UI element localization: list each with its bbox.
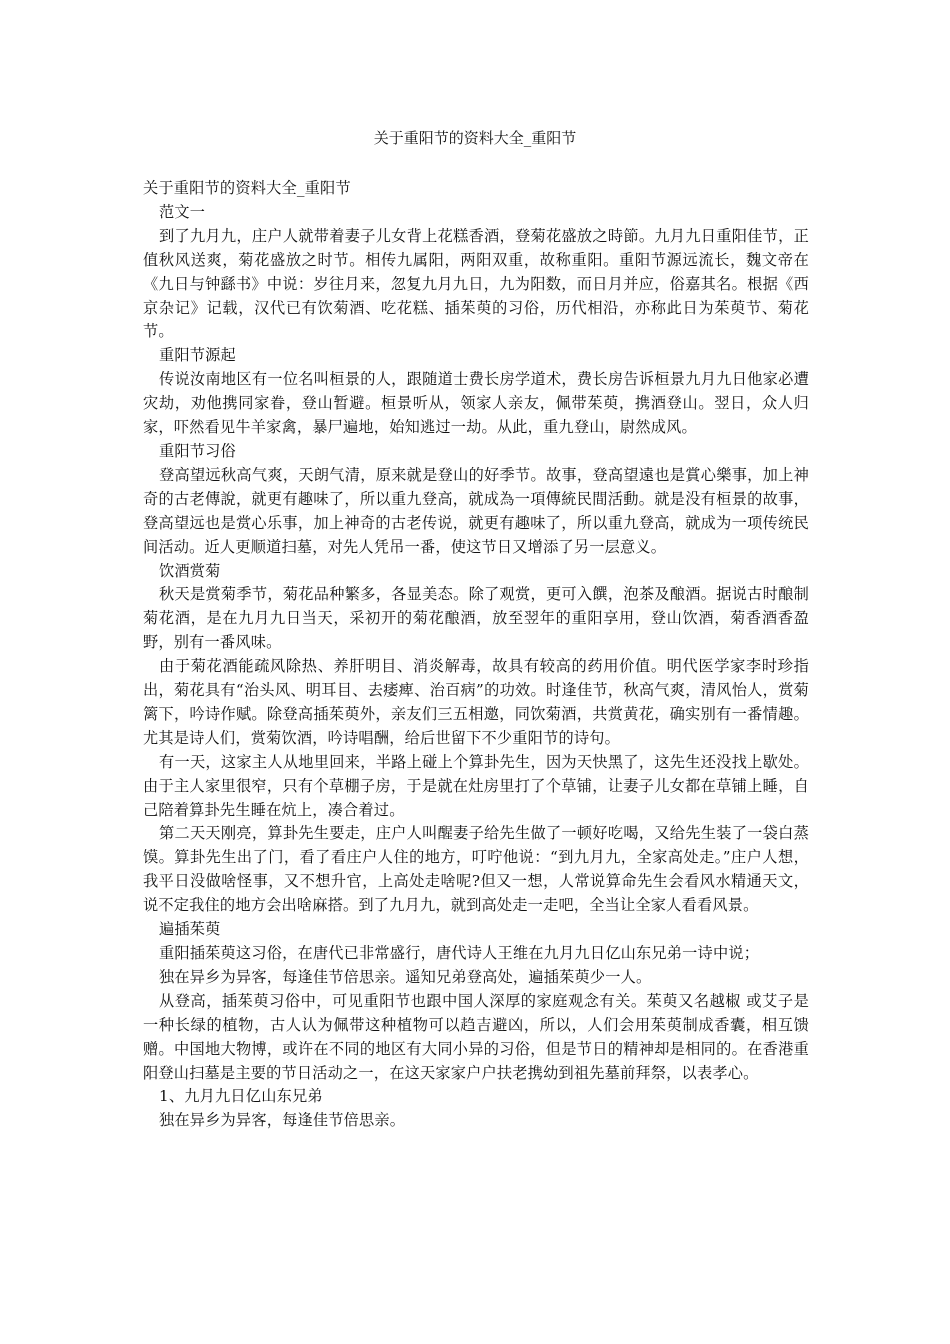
paragraph: 有一天，这家主人从地里回来，半路上碰上个算卦先生，因为天快黑了，这先生还没找上歇处。由于主人家里很窄，只有个草棚子房，于是就在灶房里打了个草铺，让妻子儿女都在草铺上睡，自己陪着算卦先生睡在炕上，凑合着过。 xyxy=(143,752,809,819)
paragraph: 关于重阳节的资料大全_重阳节 xyxy=(143,179,351,197)
document-body xyxy=(143,177,809,1133)
paragraph: 重阳节源起 xyxy=(159,346,236,365)
paragraph: 1、九月九日亿山东兄弟 xyxy=(159,1087,323,1106)
paragraph: 重阳插茱萸这习俗，在唐代已非常盛行，唐代诗人王维在九月九日亿山东兄弟一诗中说； xyxy=(159,944,760,962)
paragraph: 重阳节习俗 xyxy=(159,441,236,460)
paragraph: 第二天天刚亮，算卦先生要走，庄户人叫醒妻子给先生做了一顿好吃喝，又给先生装了一袋白蒸馍。算卦先生出了门，看了看庄户人住的地方，叮咛他说：“到九月九，全家高处走。”庄户人想，我平日没做啥怪事，又不想升官，上高处走啥呢?但又一想，人常说算命先生会看风水精通天文，说不定我住的地方会出啥麻搭。到了九月九，就到高处走一走吧，全当让全家人看看风景。 xyxy=(143,824,809,915)
paragraph: 由于菊花酒能疏风除热、养肝明目、消炎解毒，故具有较高的药用价值。明代医学家李时珍指出，菊花具有“治头风、明耳目、去痿痺、治百病”的功效。时逢佳节，秋高气爽，清风怡人，赏菊篱下，吟诗作赋。除登高插茱萸外，亲友们三五相邀，同饮菊酒，共赏黄花，确实别有一番情趣。尤其是诗人们，赏菊饮酒，吟诗唱酬，给后世留下不少重阳节的诗句。 xyxy=(143,657,809,747)
paragraph: 传说汝南地区有一位名叫桓景的人，跟随道士费长房学道术，费长房告诉桓景九月九日他家必遭灾劫，劝他携同家眷，登山暂避。桓景听从，领家人亲友，佩带茱萸，携酒登山。翌日，众人归家，吓然看见牛羊家禽，暴尸遍地，始知逃过一劫。从此，重九登山，尉然成风。 xyxy=(143,370,809,437)
page-title: 关于重阳节的资料大全_重阳节 xyxy=(373,129,577,147)
paragraph: 登高望远秋高气爽，天朗气清，原来就是登山的好季节。故事，登高望遠也是賞心樂事，加上神奇的古老傳說，就更有趣味了，所以重九登高，就成為一項傳統民間活動。就是没有桓景的故事，登高望远也是赏心乐事，加上神奇的古老传说，就更有趣味了，所以重九登高，就成为一项传统民间活动。近人更顺道扫墓，对先人凭吊一番，使这节日又增添了另一层意义。 xyxy=(143,465,809,556)
paragraph: 到了九月九，庄户人就带着妻子儿女背上花糕香酒，登菊花盛放之時節。九月九日重阳佳节，正值秋风送爽，菊花盛放之时节。相传九属阳，两阳双重，故称重阳。重阳节源远流长，魏文帝在《九日与钟繇书》中说：岁往月来，忽复九月九日，九为阳数，而日月并应，俗嘉其名。根据《西京杂记》记载，汉代已有饮菊酒、吃花糕、插茱萸的习俗，历代相沿，亦称此日为茱萸节、菊花节。 xyxy=(143,226,809,341)
paragraph: 独在异乡为异客，每逢佳节倍思亲。遥知兄弟登高处，遍插茱萸少一人。 xyxy=(159,967,652,986)
paragraph: 从登高，插茱萸习俗中，可见重阳节也跟中国人深厚的家庭观念有关。茱萸又名越椒 或艾子是一种长绿的植物，古人认为佩带这种植物可以趋吉避凶，所以，人们会用茱萸制成香囊，相互馈赠。中国地大物博，或许在不同的地区有大同小异的习俗，但是节日的精神却是相同的。在香港重阳登山扫墓是主要的节日活动之一，在这天家家户户扶老携幼到祖先墓前拜祭，以表孝心。 xyxy=(143,991,809,1082)
paragraph: 范文一 xyxy=(159,202,206,221)
paragraph: 饮酒赏菊 xyxy=(159,561,221,580)
paragraph: 秋天是赏菊季节，菊花品种繁多，各显美态。除了观赏，更可入饌，泡茶及酿酒。据说古时酿制菊花酒，是在九月九日当天，采初开的菊花酿酒，放至翌年的重阳享用，登山饮酒，菊香酒香盈野，别有一番风味。 xyxy=(143,585,809,652)
paragraph: 遍插茱萸 xyxy=(159,920,221,939)
paragraph: 独在异乡为异客，每逢佳节倍思亲。 xyxy=(159,1111,406,1130)
